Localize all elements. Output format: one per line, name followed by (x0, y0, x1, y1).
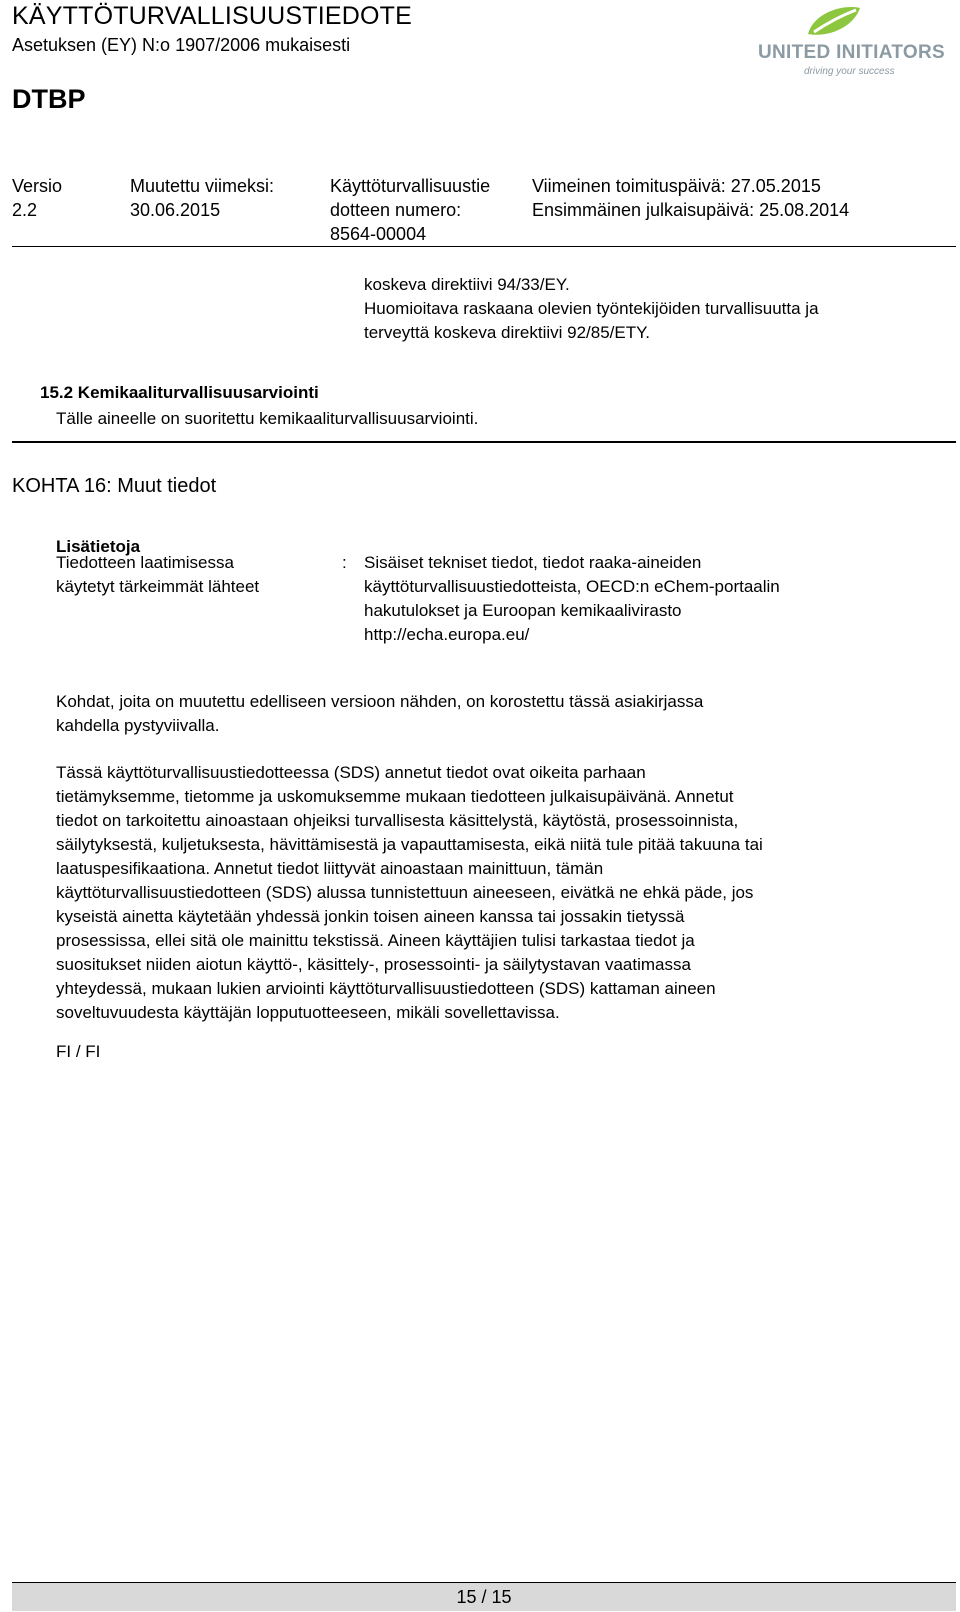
dates-block (532, 174, 849, 222)
modified-label: Muutettu viimeksi: (130, 176, 275, 196)
sources-label (56, 551, 259, 599)
text-line: hakutulokset ja Euroopan kemikaalivirasto (364, 601, 682, 620)
version-label: Versio (12, 176, 63, 196)
document-subtitle: Asetuksen (EY) N:o 1907/2006 mukaisesti (12, 35, 351, 55)
logo-tagline: driving your success (804, 66, 895, 77)
text-line: käytetyt tärkeimmät lähteet (56, 577, 260, 596)
sds-number-label-line1: Käyttöturvallisuustie (330, 176, 491, 196)
section-15-2-heading: 15.2 Kemikaaliturvallisuusarviointi (40, 383, 319, 402)
revision-date: Viimeinen toimituspäivä: 27.05.2015 (532, 176, 821, 196)
text-line: Huomioitava raskaana olevien työntekijöiden turvallisuutta ja (364, 299, 819, 318)
text-line: tiedot on tarkoitettu ainoastaan ohjeiksi turvallisesta käsittelystä, käytöstä, prosessoinnista, (56, 811, 739, 830)
section-divider (12, 441, 956, 443)
sds-number-value: 8564-00004 (330, 224, 427, 244)
modified-value: 30.06.2015 (130, 200, 221, 220)
version-value: 2.2 (12, 200, 38, 220)
logo-wordmark: UNITED INITIATORS (758, 42, 946, 63)
header-divider (12, 246, 956, 247)
modified-block (130, 174, 274, 222)
page-number: 15 / 15 (456, 1587, 512, 1607)
text-line: käyttöturvallisuustiedotteen (SDS) alussa tunnistettuun aineeseen, eivätkä ne ehkä päde, jos (56, 883, 754, 902)
text-line: prosessissa, ellei sitä ole mainittu tekstissä. Aineen käyttäjien tulisi tarkastaa tiedot ja (56, 931, 695, 950)
text-line: soveltuvuudesta käyttäjän lopputuotteeseen, mikäli sovellettavissa. (56, 1003, 560, 1022)
text-line: kahdella pystyviivalla. (56, 716, 220, 735)
text-line: kyseistä ainetta käytetään yhdessä jonkin toisen aineen kanssa tai jossakin tietyssä (56, 907, 685, 926)
text-line: yhteydessä, mukaan lukien arviointi käyttöturvallisuustiedotteen (SDS) kattaman aineen (56, 979, 716, 998)
revision-note-paragraph (56, 690, 703, 738)
text-line: säilytyksestä, kuljetuksesta, hävittämisestä ja vapauttamisesta, eikä niitä tule pitää takuuna tai (56, 835, 763, 854)
sds-number-label-line2: dotteen numero: (330, 200, 462, 220)
first-issue-date: Ensimmäinen julkaisupäivä: 25.08.2014 (532, 200, 850, 220)
text-line: Tiedotteen laatimisessa (56, 553, 234, 572)
sources-value (364, 551, 780, 647)
text-line: käyttöturvallisuustiedotteista, OECD:n eChem-portaalin (364, 577, 780, 596)
disclaimer-paragraph (56, 761, 763, 1025)
intro-text (364, 273, 819, 345)
section-15-2-text: Tälle aineelle on suoritettu kemikaaliturvallisuusarviointi. (56, 409, 479, 428)
page-footer (12, 1582, 956, 1611)
text-line: koskeva direktiivi 94/33/EY. (364, 275, 570, 294)
text-line: Kohdat, joita on muutettu edelliseen versioon nähden, on korostettu tässä asiakirjassa (56, 692, 704, 711)
text-line: terveyttä koskeva direktiivi 92/85/ETY. (364, 323, 650, 342)
text-line: Sisäiset tekniset tiedot, tiedot raaka-aineiden (364, 553, 702, 572)
sds-number-block (330, 174, 490, 246)
company-logo (758, 4, 954, 78)
product-name: DTBP (12, 84, 86, 114)
text-line: suositukset niiden aiotun käyttö-, käsittely-, prosessointi- ja säilytystavan vaatimassa (56, 955, 691, 974)
echa-link[interactable]: http://echa.europa.eu/ (364, 625, 530, 644)
text-line: Tässä käyttöturvallisuustiedotteessa (SDS) annetut tiedot ovat oikeita parhaan (56, 763, 646, 782)
version-block (12, 174, 62, 222)
language-code: FI / FI (56, 1042, 101, 1061)
label-separator: : (342, 553, 347, 572)
leaf-logo-icon (804, 4, 864, 40)
text-line: tietämyksemme, tietomme ja uskomuksemme mukaan tiedotteen julkaisupäivänä. Annetut (56, 787, 734, 806)
text-line: laatuspesifikaationa. Annetut tiedot liittyvät ainoastaan mainittuun, tämän (56, 859, 604, 878)
additional-info-heading: Lisätietoja (56, 537, 141, 556)
document-title: KÄYTTÖTURVALLISUUSTIEDOTE (12, 2, 412, 30)
section-16-heading: KOHTA 16: Muut tiedot (12, 475, 217, 497)
